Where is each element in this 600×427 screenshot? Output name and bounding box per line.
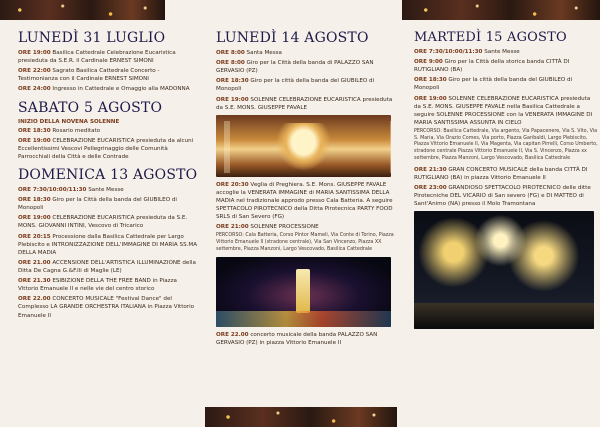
day-title: LUNEDÌ 31 LUGLIO [18, 30, 166, 46]
event: ORE 18:30 Giro per la città della banda del GIUBILEO di Monopoli [216, 78, 375, 93]
madonna-statue-photo [216, 257, 391, 327]
event: ORE 18:30 Rosario meditato [18, 127, 101, 134]
decorative-strip-top-left [0, 0, 165, 20]
decorative-strip-bottom [205, 407, 397, 427]
column-3 [414, 30, 598, 333]
column-1 [18, 30, 198, 322]
event: ORE 24:00 Ingresso in Cattedrale e Omaggio alla MADONNA [18, 86, 190, 93]
event: ORE 19:00 Basilica Cattedrale Celebrazione Eucaristica presieduta da S.E.R. il Cardinale ERNEST SIMONI [18, 50, 176, 65]
event: ORE 18:30 Giro per la Città della banda del GIUBILEO di Monopoli [18, 197, 177, 212]
event: ORE 19:00 CELEBRAZIONE EUCARISTICA presieduta da alcuni Eccellentissimi Vescovi Pellegrinaggio delle Comunità Parrocchiali della Città e delle Contrade [18, 137, 194, 160]
column-2 [216, 30, 396, 349]
event: ORE 21:00 SOLENNE PROCESSIONE [216, 224, 319, 231]
event: ORE 21.30 ESIBIZIONE DELLA THE FREE BAND in Piazza Vittorio Emanuele II e nelle vie del centro storico [18, 278, 177, 293]
procession-route: PERCORSO: Cala Batteria, Corso Pintor Mameli, Via Conte di Torino, Piazza Vittorio Emanuele II (stradone centrale), Via San Vincenzo, Piazza XX settembre, Piazza Manzoni, Largo Vescovado, Basilica Cattedrale [216, 233, 394, 252]
procession-route: PERCORSO: Basilica Cattedrale, Via argento, Via Papacenere, Via S. Vito, Via S. Maria, Via Orazio Comes, Via porto, Piazza Garibaldi, Largo Plebiscito, Piazza Vittorio Emanuele II, Via Magenta, Via capitan Pirrelli, Corso Umberto, stradone centrale Piazza Vittorio Emanuele II, Via S. Vincenzo, Piazza xx settembre, Piazza Manzoni, Largo Vescovado, Basilica Cattedrale [414, 128, 598, 161]
day-title: SABATO 5 AGOSTO [18, 99, 163, 116]
event: ORE 22:00 Sagrato Basilica Cattedrale Concerto - Testimonianza con il Cardinale ERNEST SIMONI [18, 68, 160, 83]
decorative-strip-top-right [402, 0, 600, 20]
event: ORE 23:00 GRANDIOSO SPETTACOLO PIROTECNICO delle ditte Pirotecniche DEL VICARIO di San severo (FG) e DI MATTEO di Sant'Animo (NA) presso il Molo Tramontana [414, 184, 591, 207]
event: ORE 21:30 GRAN CONCERTO MUSICALE della banda CITTÀ DI RUTIGLIANO (BA) in piazza Vittorio Emanuele II [414, 166, 588, 181]
event: ORE 7:30/10:00/11:30 Sante Messe [414, 49, 520, 55]
event: ORE 19:00 CELEBRAZIONE EUCARISTICA presieduta da S.E. MONS. GIOVANNI INTINI, Vescovo di Tricarico [18, 215, 188, 230]
day-title: MARTEDÌ 15 AGOSTO [414, 30, 567, 45]
event: ORE 22.00 CONCERTO MUSICALE "Festival Dance" del Complesso LA GRANDE ORCHESTRA ITALIANA in Piazza Vittorio Emanuele II [18, 296, 195, 319]
event: ORE 9:00 Giro per la Città della storica banda CITTÀ DI RUTIGLIANO (BA) [414, 59, 570, 74]
event: ORE 19:00 SOLENNE CELEBRAZIONE EUCARISTICA presieduta da S.E. MONS. GIUSEPPE FAVALE [216, 96, 393, 111]
event: ORE 8:00 Giro per la Città della banda di PALAZZO SAN GERVASIO (PZ) [216, 60, 374, 75]
event: ORE 20:15 Processione dalla Basilica Cattedrale per Largo Plebiscito e INTRONIZZAZIONE DELL'IMMAGINE DI MARIA SS.MA DELLA MADIA [18, 233, 198, 256]
event: ORE 18:30 Giro per la città della banda del GIUBILEO di Monopoli [414, 77, 573, 92]
event: ORE 8:00 Santa Messa [216, 50, 282, 56]
novena-subtitle: INIZIO DELLA NOVENA SOLENNE [18, 118, 120, 125]
day-title: LUNEDÌ 14 AGOSTO [216, 30, 369, 46]
fireworks-photo [414, 211, 594, 329]
event: ORE 19:00 SOLENNE CELEBRAZIONE EUCARISTICA presieduta da S.E. MONS. GIUSEPPE FAVALE nella Basilica Cattedrale a seguire SOLENNE PROCESSIONE con la VENERATA IMMAGINE DI MARIA SANTISSIMA ASSUNTA IN CIELO [414, 95, 593, 126]
event: ORE 22.00 concerto musicale della banda PALAZZO SAN GERVASIO (PZ) in piazza Vittorio Emanuele II [216, 331, 378, 346]
cathedral-altar-photo [216, 115, 391, 177]
event: ORE 21.00 ACCENSIONE DELL'ARTISTICA ILLUMINAZIONE della Ditta De Cagna G.&F.lli di Maglie (LE) [18, 259, 196, 274]
day-title: DOMENICA 13 AGOSTO [18, 166, 198, 183]
event: ORE 7:30/10:00/11:30 Sante Messe [18, 186, 124, 193]
event: ORE 20:30 Veglia di Preghiera. S.E. Mons. GIUSEPPE FAVALE accoglie la VENERATA IMMAGINE di MARIA SANTISSIMA DELLA MADIA nel tradizionale approdo presso Cala Batteria. A seguire SPETTACOLO PIROTECNICO della Ditta Pirotecnica PARTY FOOD SRLS di San Severo (FG) [216, 181, 393, 221]
